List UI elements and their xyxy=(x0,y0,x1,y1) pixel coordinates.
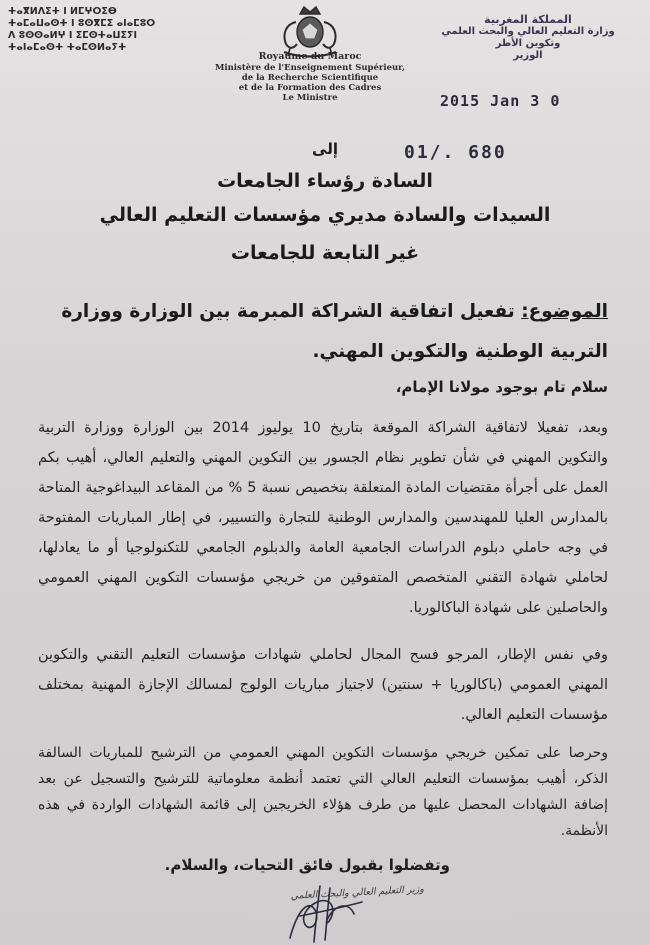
tifinagh-line: ⵜⴰⴳⵍⴷⵉⵜ ⵏ ⵍⵎⵖⵔⵉⴱ xyxy=(8,6,117,17)
body-paragraph: وفي نفس الإطار، المرجو فسح المجال لحاملي شهادات مؤسسات التعليم التقني والتكوين المهني العمومي (باكالوريا + سنتين) لاجتياز مباريات الولوج لمسالك الإجازة المهنية بمختلف مؤسسات التعليم العالي. xyxy=(38,647,608,723)
ministry-line-arabic: وتكوين الأطر xyxy=(495,38,561,49)
addressee-line: السادة رؤساء الجامعات xyxy=(217,170,433,192)
addressee-line: السيدات والسادة مديري مؤسسات التعليم العالي xyxy=(99,204,551,226)
date-stamp: 2015 Jan 3 0 xyxy=(440,92,561,110)
body-paragraph: وحرصا على تمكين خريجي مؤسسات التكوين المهني العمومي من الترشيح للمباريات السالفة الذكر، أهيب بمؤسسات التعليم العالي التي تعتمد أنظمة معلوماتية للترشيح والتسجيل عن بعد إضافة الشهادات المحصل عليها من طرف هؤلاء الخريجين إلى قائمة الشهادات الواردة في هذه الأنظمة. xyxy=(38,745,608,839)
ministry-line: Ministère de l'Enseignement Supérieur, xyxy=(214,63,406,73)
greeting: سلام تام بوجود مولانا الإمام، xyxy=(395,378,608,396)
handwritten-signature-icon xyxy=(270,878,380,945)
kingdom-name-arabic: المملكة المغربية xyxy=(484,13,572,26)
to-label: إلى xyxy=(312,140,338,158)
tifinagh-line: ⴷ ⵓⵙⵙⴰⵍⵖ ⵏ ⵉⵎⵙⵜⴰⵡⵉⵢⵏ xyxy=(8,30,138,41)
ministry-line: de la Recherche Scientifique xyxy=(241,73,379,83)
ministry-line-arabic: وزارة التعليم العالي والبحث العلمي xyxy=(441,26,615,37)
tifinagh-line: ⵜⴰⵏⴰⵎⴰⵙⵜ ⵜⴰⵎⵙⵍⴰⵢⵜ xyxy=(8,42,127,53)
ministry-header-arabic xyxy=(418,14,638,62)
subject-label: الموضوع: xyxy=(521,301,608,322)
minister-title-french: Le Ministre xyxy=(282,93,338,103)
kingdom-name-french: Royaume du Maroc xyxy=(258,51,362,62)
minister-title-arabic: الوزير xyxy=(513,50,543,61)
tifinagh-line: ⵜⴰⵎⴰⵡⴰⵙⵜ ⵏ ⵓⵙⴳⵎⵉ ⴰⵏⴰⵎⵓⵔ xyxy=(8,18,156,29)
ministry-header-french xyxy=(205,52,415,103)
reference-number-stamp: 01/. 680 xyxy=(404,142,507,163)
addressee-line: غير التابعة للجامعات xyxy=(230,242,420,264)
ministry-line: et de la Formation des Cadres xyxy=(238,83,382,93)
tifinagh-header xyxy=(8,6,158,54)
closing-line: وتفضلوا بقبول فائق التحيات، والسلام. xyxy=(164,856,450,874)
body-paragraph: وبعد، تفعيلا لاتفاقية الشراكة الموقعة بتاريخ 10 يوليوز 2014 بين الوزارة ووزارة التربية والتكوين المهني في شأن تطوير نظام الجسور بين التكوين المهني والتعليم العالي، أهيب بكم العمل على أجرأة مقتضيات المادة المتعلقة بتخصيص نسبة 5 % من المقاعد البيداغوجية المتاحة بالمدارس العليا للمهندسين والمدارس الوطنية للتجارة والتسيير، في إطار المباريات المفتوحة في وجه حاملي دبلوم الدراسات الجامعية العامة والدبلوم الجامعي للتكنولوجيا أو ما يعادلها، لحاملي شهادة التقني المتخصص المتفوقين من خريجي مؤسسات التكوين المهني العمومي والحاصلين على شهادة الباكالوريا. xyxy=(38,420,608,616)
subject-text: تفعيل اتفاقية الشراكة المبرمة بين الوزارة ووزارة التربية الوطنية والتكوين المهني. xyxy=(61,301,608,362)
signature-stamp-text: وزير التعليم العالي والبحث العلمي xyxy=(290,883,425,902)
subject-line xyxy=(48,292,608,372)
